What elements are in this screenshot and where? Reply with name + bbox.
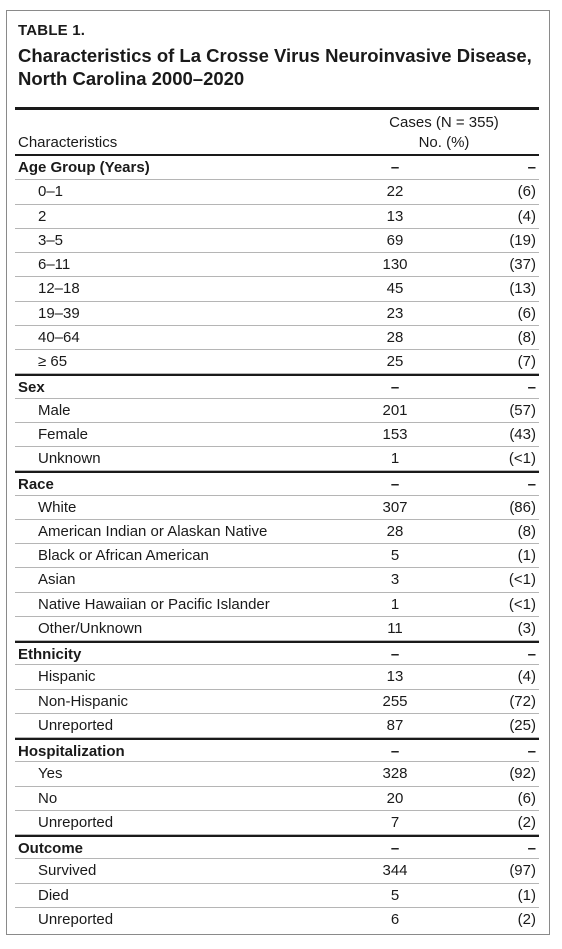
section-row — [15, 738, 539, 762]
row-label: ≥ 65 — [38, 353, 68, 370]
table-header — [15, 111, 539, 154]
table-row — [15, 399, 539, 423]
table-row — [15, 253, 539, 277]
case-percent: (1) — [517, 547, 536, 564]
case-percent: (2) — [517, 813, 536, 831]
row-label: Yes — [38, 765, 63, 783]
case-percent: (<1) — [508, 595, 536, 613]
case-count: 87 — [386, 716, 404, 734]
case-percent: – — [527, 476, 536, 494]
row-label: 40–64 — [38, 328, 80, 346]
case-count: 328 — [382, 765, 408, 783]
case-count: 130 — [382, 256, 408, 273]
row-label: Black or African American — [38, 547, 209, 564]
case-count: 23 — [386, 304, 404, 322]
row-label: Unreported — [38, 813, 114, 831]
row-label: Asian — [38, 571, 76, 589]
case-percent: (97) — [509, 862, 536, 880]
table-row — [15, 180, 539, 204]
table-row — [15, 762, 539, 786]
case-count: 201 — [382, 401, 408, 419]
case-count: 13 — [386, 668, 404, 686]
case-count: – — [390, 840, 400, 857]
section-label: Sex — [18, 379, 45, 397]
table-row — [15, 544, 539, 568]
table-row — [15, 908, 539, 932]
header-cases-unit: No. (%) — [418, 134, 470, 151]
table-row — [15, 277, 539, 301]
table-row — [15, 205, 539, 229]
row-label: Male — [38, 401, 71, 419]
case-count: 28 — [386, 522, 404, 540]
case-percent: (<1) — [508, 450, 536, 467]
case-count: 1 — [390, 450, 400, 467]
case-percent: (86) — [509, 498, 536, 516]
case-count: 22 — [386, 183, 404, 201]
table-row — [15, 229, 539, 253]
case-percent: (72) — [509, 692, 536, 710]
case-percent: (8) — [517, 328, 536, 346]
header-cases — [369, 113, 519, 153]
row-label: American Indian or Alaskan Native — [38, 522, 268, 540]
table-row — [15, 302, 539, 326]
case-count: 3 — [390, 571, 400, 589]
section-row — [15, 156, 539, 180]
case-percent: – — [527, 646, 536, 663]
section-label: Outcome — [18, 840, 84, 857]
row-label: Other/Unknown — [38, 619, 143, 637]
case-count: 344 — [382, 862, 408, 880]
case-count: 307 — [382, 498, 408, 516]
case-count: 1 — [390, 595, 400, 613]
row-label: 19–39 — [38, 304, 80, 322]
case-count: – — [390, 646, 400, 663]
table-row — [15, 714, 539, 738]
table-row — [15, 787, 539, 811]
case-percent: – — [527, 840, 536, 857]
case-percent: (1) — [517, 886, 536, 904]
section-row — [15, 471, 539, 495]
case-count: – — [390, 476, 400, 494]
row-label: White — [38, 498, 77, 516]
table-row — [15, 568, 539, 592]
table-row — [15, 884, 539, 908]
header-top-rule — [15, 107, 539, 110]
row-label: Unreported — [38, 910, 114, 928]
section-row — [15, 374, 539, 398]
case-count: 25 — [386, 353, 404, 370]
table-row — [15, 859, 539, 883]
header-cases-count: Cases (N = 355) — [389, 114, 499, 131]
case-count: 153 — [382, 425, 408, 443]
case-percent: (4) — [517, 207, 536, 225]
case-count: 20 — [386, 789, 404, 807]
case-percent: (57) — [509, 401, 536, 419]
case-count: 45 — [386, 280, 404, 298]
case-count: 28 — [386, 328, 404, 346]
row-label: 3–5 — [38, 231, 64, 249]
header-characteristics: Characteristics — [18, 134, 118, 151]
table-row — [15, 811, 539, 835]
case-percent: (13) — [509, 280, 536, 298]
section-row — [15, 835, 539, 859]
table-body — [15, 156, 539, 932]
row-label: Unreported — [38, 716, 114, 734]
case-count: – — [390, 743, 400, 760]
case-percent: (8) — [517, 522, 536, 540]
table-row — [15, 520, 539, 544]
table-row — [15, 423, 539, 447]
case-percent: (6) — [517, 304, 536, 322]
table-row — [15, 496, 539, 520]
section-label: Ethnicity — [18, 646, 82, 663]
row-label: Unknown — [38, 450, 101, 467]
case-percent: (92) — [509, 765, 536, 783]
case-percent: (25) — [509, 716, 536, 734]
section-label: Age Group (Years) — [18, 159, 150, 176]
section-label: Hospitalization — [18, 743, 125, 760]
case-count: – — [390, 379, 400, 397]
case-percent: – — [527, 159, 536, 176]
table-row — [15, 690, 539, 714]
case-percent: (4) — [517, 668, 536, 686]
case-count: 11 — [387, 619, 403, 637]
table-row — [15, 326, 539, 350]
table-row — [15, 617, 539, 641]
case-count: 5 — [390, 886, 400, 904]
case-count: – — [390, 159, 400, 176]
case-percent: (19) — [509, 231, 536, 249]
row-label: Non-Hispanic — [38, 692, 129, 710]
row-label: 0–1 — [38, 183, 64, 201]
case-percent: (<1) — [508, 571, 536, 589]
table-label: TABLE 1. — [18, 22, 86, 39]
case-percent: (6) — [517, 183, 536, 201]
case-count: 6 — [390, 910, 400, 928]
section-row — [15, 641, 539, 665]
case-count: 69 — [386, 231, 404, 249]
case-percent: (3) — [517, 619, 536, 637]
case-percent: (43) — [509, 425, 536, 443]
table-row — [15, 665, 539, 689]
table-title: Characteristics of La Crosse Virus Neuroinvasive Disease, North Carolina 2000–2020 — [18, 45, 532, 89]
row-label: Female — [38, 425, 89, 443]
case-percent: (37) — [509, 256, 536, 273]
row-label: No — [38, 789, 58, 807]
row-label: Died — [38, 886, 69, 904]
row-label: Survived — [38, 862, 97, 880]
row-label: Native Hawaiian or Pacific Islander — [38, 595, 270, 613]
case-count: 7 — [390, 813, 400, 831]
table-row — [15, 593, 539, 617]
row-label: Hispanic — [38, 668, 96, 686]
table-row — [15, 350, 539, 374]
case-percent: – — [527, 379, 536, 397]
case-percent: – — [527, 743, 536, 760]
row-label: 6–11 — [38, 256, 71, 273]
case-percent: (7) — [517, 353, 536, 370]
section-label: Race — [18, 476, 54, 494]
case-count: 13 — [386, 207, 404, 225]
case-percent: (2) — [517, 910, 536, 928]
row-label: 2 — [38, 207, 47, 225]
row-label: 12–18 — [38, 280, 80, 298]
table-row — [15, 447, 539, 471]
case-percent: (6) — [517, 789, 536, 807]
case-count: 255 — [382, 692, 408, 710]
case-count: 5 — [390, 547, 400, 564]
